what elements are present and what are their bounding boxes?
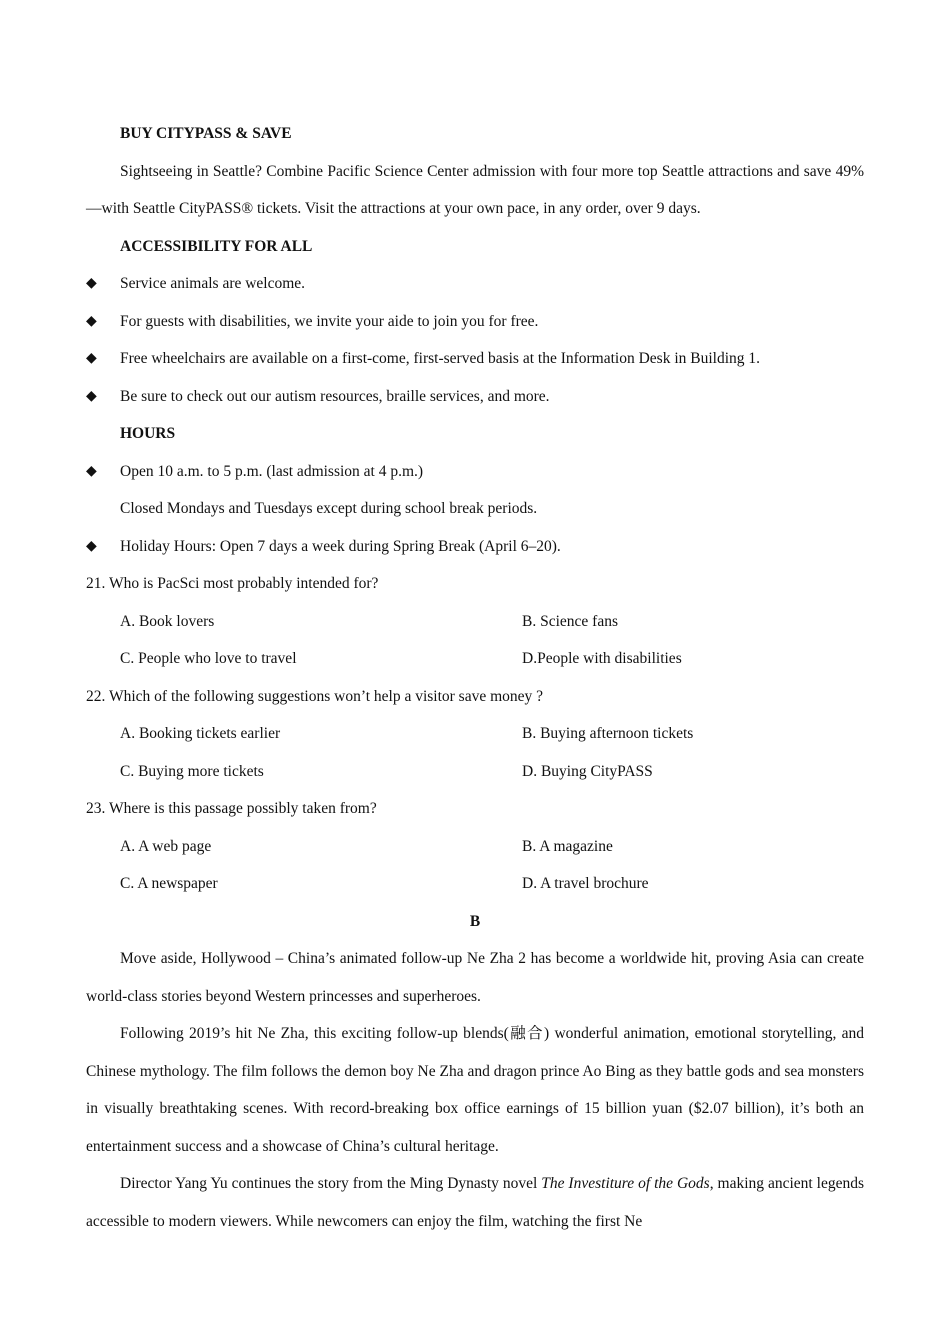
- option-d: D. Buying CityPASS: [522, 762, 653, 780]
- question-options-row: [86, 753, 864, 791]
- option-d: D.People with disabilities: [522, 650, 682, 667]
- option-a: A. Booking tickets earlier: [120, 725, 281, 742]
- question-stem: 23. Where is this passage possibly taken from?: [86, 800, 377, 817]
- hours-holiday: ◆ Holiday Hours: Open 7 days a week during Spring Break (April 6–20).: [86, 528, 864, 566]
- hours-heading: HOURS: [120, 425, 176, 442]
- hours-open: ◆ Open 10 a.m. to 5 p.m. (last admission at 4 p.m.): [86, 453, 864, 491]
- diamond-bullet-icon: ◆: [86, 463, 97, 479]
- option-b: B. Buying afternoon tickets: [522, 725, 694, 742]
- question-options-row: [86, 640, 864, 678]
- question-stem: 21. Who is PacSci most probably intended for?: [86, 575, 379, 592]
- passage-paragraph: Following 2019’s hit Ne Zha, this exciting follow-up blends(融合) wonderful animation, emotional storytelling, and Chinese mythology. The film follows the demon boy Ne Zha and dragon prince Ao Bing as they battle gods and sea monsters in visually breathtaking scenes. With record-breaking box office earnings of 15 billion yuan ($2.07 billion), it’s both an entertainment success and a showcase of China’s cultural heritage.: [86, 1025, 864, 1155]
- citypass-heading: BUY CITYPASS & SAVE: [120, 125, 292, 142]
- option-d: D. A travel brochure: [522, 875, 649, 892]
- option-c: C. A newspaper: [120, 875, 218, 892]
- accessibility-item: ◆ Be sure to check out our autism resources, braille services, and more.: [86, 378, 864, 416]
- diamond-bullet-icon: ◆: [86, 538, 97, 554]
- question-options-row: [86, 603, 864, 641]
- question-options-row: [86, 865, 864, 903]
- option-c: C. Buying more tickets: [120, 762, 264, 780]
- accessibility-item: ◆ Free wheelchairs are available on a first-come, first-served basis at the Information Desk in Building 1.: [86, 340, 864, 378]
- citypass-text: Sightseeing in Seattle? Combine Pacific Science Center admission with four more top Seattle attractions and save 49%—with Seattle CityPASS® tickets. Visit the attractions at your own pace, in any order, over 9 days.: [86, 162, 864, 217]
- diamond-bullet-icon: ◆: [86, 276, 97, 291]
- option-b: B. A magazine: [522, 837, 613, 855]
- accessibility-heading: ACCESSIBILITY FOR ALL: [120, 237, 313, 255]
- question-options-row: [86, 715, 864, 753]
- diamond-bullet-icon: ◆: [86, 388, 97, 404]
- question-stem: 22. Which of the following suggestions won’t help a visitor save money ?: [86, 687, 544, 705]
- passage-paragraph: Director Yang Yu continues the story from the Ming Dynasty novel The Investiture of the Gods, making ancient legends accessible to modern viewers. While newcomers can enjoy the film, watching the first Ne: [86, 1175, 865, 1230]
- book-title: The Investiture of the Gods: [541, 1175, 710, 1192]
- document-content: [86, 115, 864, 1240]
- diamond-bullet-icon: ◆: [86, 351, 97, 366]
- diamond-bullet-icon: ◆: [86, 313, 97, 329]
- accessibility-item: ◆ Service animals are welcome.: [86, 265, 864, 303]
- passage-paragraph: Move aside, Hollywood – China’s animated follow-up Ne Zha 2 has become a worldwide hit, proving Asia can create world-class stories beyond Western princesses and superheroes.: [86, 950, 864, 1005]
- accessibility-item: ◆ For guests with disabilities, we invite your aide to join you for free.: [86, 303, 864, 341]
- option-a: A. Book lovers: [120, 612, 215, 630]
- hours-closed: Closed Mondays and Tuesdays except during school break periods.: [120, 500, 538, 517]
- option-a: A. A web page: [120, 837, 212, 855]
- option-b: B. Science fans: [522, 612, 618, 630]
- option-c: C. People who love to travel: [120, 650, 297, 667]
- section-label: B: [469, 912, 481, 930]
- question-options-row: [86, 828, 864, 866]
